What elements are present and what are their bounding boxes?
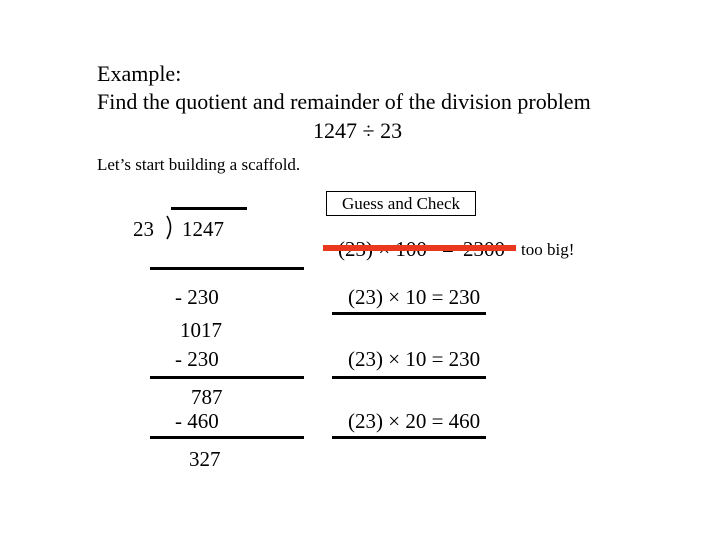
divisor: 23	[133, 217, 154, 241]
strikethrough-line	[323, 245, 516, 251]
example-label: Example:	[97, 61, 182, 86]
guess-row-2: (23) × 10 = 230	[348, 347, 481, 371]
final-remainder: 327	[189, 447, 221, 471]
subtract-step-3: - 460	[175, 409, 219, 433]
subtract-step-2: - 230	[175, 347, 219, 371]
guess-divider-line	[332, 312, 486, 315]
divider-line	[150, 436, 304, 439]
remainder-step-2: 787	[191, 385, 223, 409]
guess-row-1: (23) × 10 = 230	[348, 285, 481, 309]
division-bracket-icon	[160, 212, 180, 242]
problem-statement: Find the quotient and remainder of the division problem	[97, 89, 591, 114]
guess-and-check-label: Guess and Check	[326, 191, 476, 216]
subtract-step-1: - 230	[175, 285, 219, 309]
intro-text: Let’s start building a scaffold.	[97, 155, 301, 174]
remainder-step-1: 1017	[180, 318, 222, 342]
divider-line	[150, 267, 304, 270]
divider-line	[150, 376, 304, 379]
guess-divider-line	[332, 376, 486, 379]
too-big-note: too big!	[521, 240, 575, 259]
guess-divider-line	[332, 436, 486, 439]
guess-row-3: (23) × 20 = 460	[348, 409, 481, 433]
problem-expression: 1247 ÷ 23	[313, 118, 403, 143]
division-bar	[171, 207, 247, 210]
dividend: 1247	[182, 217, 224, 241]
